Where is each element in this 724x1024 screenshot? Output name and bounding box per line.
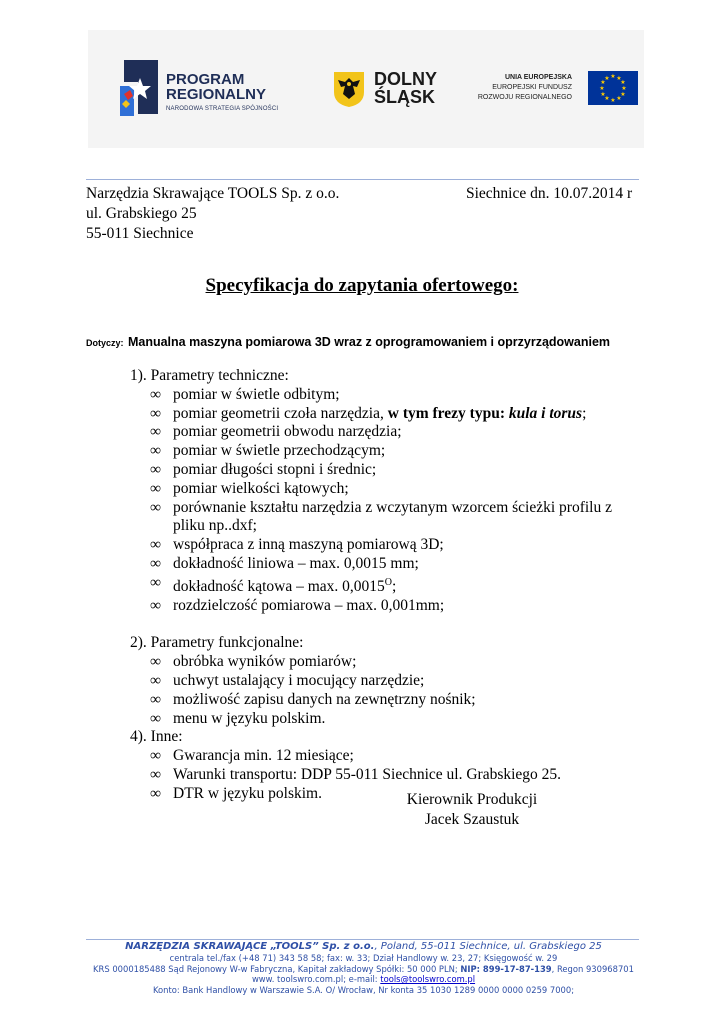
infinity-bullet-icon: ∞ (150, 690, 162, 708)
concerns-line (86, 333, 610, 351)
section-technical-heading: 1). Parametry techniczne: (130, 367, 289, 384)
svg-text:★: ★ (621, 85, 627, 92)
infinity-bullet-icon: ∞ (150, 573, 162, 591)
functional-list (130, 653, 643, 728)
sender-city: 55-011 Siechnice (86, 225, 194, 242)
program-regionalny-logo (118, 56, 288, 120)
infinity-bullet-icon: ∞ (150, 404, 162, 422)
list-item: ∞ pomiar w świetle odbitym; (150, 385, 340, 403)
svg-text:★: ★ (610, 73, 616, 80)
dolny-slask-logo (332, 70, 452, 110)
eu-line3: ROZWOJU REGIONALNEGO (477, 94, 572, 101)
date-line: Siechnice dn. 10.07.2014 r (466, 185, 633, 202)
footer-www: www. toolswro.com.pl; e-mail: (251, 974, 381, 985)
other-list (130, 747, 643, 803)
sender-street: ul. Grabskiego 25 (86, 205, 197, 222)
dolny-slask-line1: DOLNY (374, 69, 437, 89)
program-regionalny-emblem (118, 56, 162, 120)
eu-logo-text (478, 73, 572, 103)
svg-text:★: ★ (616, 95, 622, 102)
footer-company: NARZĘDZIA SKRAWAJĄCE „TOOLS” Sp. z o.o. (125, 941, 375, 952)
svg-text:★: ★ (599, 85, 605, 92)
svg-text:★: ★ (616, 75, 622, 82)
infinity-bullet-icon: ∞ (150, 671, 162, 689)
program-logo-line1: PROGRAM (166, 71, 245, 88)
document-title-text: Specyfikacja do zapytania ofertowego (205, 275, 513, 296)
header-divider (86, 179, 639, 180)
infinity-bullet-icon: ∞ (150, 554, 162, 572)
svg-text:★: ★ (620, 91, 626, 98)
infinity-bullet-icon: ∞ (150, 747, 162, 765)
technical-list (130, 386, 643, 616)
list-item: ∞ DTR w języku polskim. (150, 784, 322, 802)
document-title (0, 275, 724, 297)
list-item: ∞ współpraca z inną maszyną pomiarową 3D; (150, 536, 444, 554)
specification-content (130, 367, 643, 803)
eu-flag-icon (588, 71, 638, 105)
list-item: ∞ pomiar długości stopni i średnic; (150, 460, 377, 478)
svg-text:★: ★ (600, 91, 606, 98)
footer-nip: NIP: 899-17-87-139 (460, 963, 552, 974)
footer-address: , Poland, 55-011 Siechnice, ul. Grabskiego 25 (374, 941, 602, 952)
sender-block (86, 184, 339, 244)
list-item: ∞ pomiar geometrii czoła narzędzia, w tym frezy typu: kula i torus; (150, 404, 587, 422)
list-item: ∞ dokładność liniowa – max. 0,0015 mm; (150, 554, 419, 572)
infinity-bullet-icon: ∞ (150, 784, 162, 802)
infinity-bullet-icon: ∞ (150, 765, 162, 783)
footer-regon: , Regon 930968701 (551, 963, 634, 974)
kula-torus-bold-italic: kula i torus (508, 404, 583, 422)
infinity-bullet-icon: ∞ (150, 536, 162, 554)
footer-company-line (86, 941, 641, 953)
degree-superscript: O (384, 576, 393, 588)
svg-text:★: ★ (600, 79, 606, 86)
infinity-bullet-icon: ∞ (150, 498, 162, 516)
program-logo-line3: NARODOWA STRATEGIA SPÓJNOŚCI (166, 106, 279, 112)
infinity-bullet-icon: ∞ (150, 442, 162, 460)
footer-bank: Konto: Bank Handlowy w Warszawie S.A. O/ Wrocław, Nr konta 35 1030 1289 0000 0000 0259 7000; (152, 984, 575, 995)
concerns-label: Dotyczy: (86, 338, 124, 348)
footer-divider (86, 939, 639, 940)
signature-block (402, 790, 542, 830)
list-item: ∞ Gwarancja min. 12 miesiące; (150, 747, 354, 765)
program-logo-line2: REGIONALNY (166, 86, 267, 103)
svg-text:★: ★ (620, 79, 626, 86)
svg-text:★: ★ (604, 95, 610, 102)
infinity-bullet-icon: ∞ (150, 460, 162, 478)
svg-text:★: ★ (610, 97, 616, 104)
footer-web-line (86, 974, 641, 985)
eu-line2: EUROPEJSKI FUNDUSZ (492, 84, 572, 91)
list-item: ∞ uchwyt ustalający i mocujący narzędzie; (150, 671, 425, 689)
list-item: ∞ menu w języku polskim. (150, 709, 326, 727)
frezy-bold: w tym frezy typu: (387, 404, 509, 422)
infinity-bullet-icon: ∞ (150, 653, 162, 671)
document-title-colon: : (512, 275, 519, 296)
footer-krs: KRS 0000185488 Sąd Rejonowy W-w Fabryczna, Kapitał zakładowy Spółki: 50 000 PLN; (93, 963, 461, 974)
section-functional-heading: 2). Parametry funkcjonalne: (130, 634, 304, 652)
eu-line1: UNIA EUROPEJSKA (504, 74, 572, 81)
list-item: ∞ pomiar wielkości kątowych; (150, 479, 349, 497)
infinity-bullet-icon: ∞ (150, 709, 162, 727)
infinity-bullet-icon: ∞ (150, 479, 162, 497)
list-item: ∞ dokładność kątowa – max. $0,0015^O$; (150, 573, 397, 595)
concerns-value: Manualna maszyna pomiarowa 3D wraz z oprogramowaniem i oprzyrządowaniem (127, 335, 611, 349)
list-item: ∞ możliwość zapisu danych na zewnętrzny nośnik; (150, 690, 476, 708)
list-item: ∞ pomiar geometrii obwodu narzędzia; (150, 423, 402, 441)
sender-company: Narzędzia Skrawające TOOLS Sp. z o.o. (86, 185, 340, 202)
eu-logo (477, 70, 642, 110)
section-gap (130, 616, 643, 635)
list-item: ∞ porównanie kształtu narzędzia z wczytanym wzorcem ścieżki profilu z pliku np..dxf; (150, 498, 612, 535)
logo-banner (88, 30, 644, 148)
infinity-bullet-icon: ∞ (150, 385, 162, 403)
signature-role: Kierownik Produkcji (406, 791, 538, 808)
infinity-bullet-icon: ∞ (150, 423, 162, 441)
list-item: ∞ obróbka wyników pomiarów; (150, 653, 357, 671)
footer-email-link[interactable]: tools@toolswro.com.pl (380, 974, 476, 985)
dolny-slask-line2: ŚLĄSK (374, 87, 436, 107)
footer (86, 941, 641, 995)
svg-text:★: ★ (604, 75, 610, 82)
list-item: ∞ Warunki transportu: DDP 55-011 Siechnice ul. Grabskiego 25. (150, 765, 562, 783)
list-item: ∞ pomiar w świetle przechodzącym; (150, 442, 386, 460)
footer-phones: centrala tel./fax (+48 71) 343 58 58; fax: w. 33; Dział Handlowy w. 23, 27; Księgowość w. 29 (169, 953, 558, 963)
footer-registry-line (86, 964, 641, 975)
signature-name: Jacek Szaustuk (424, 811, 520, 828)
eagle-shield-icon (332, 70, 366, 108)
section-other-heading: 4). Inne: (130, 728, 183, 746)
list-item: ∞ rozdzielczość pomiarowa – max. 0,001mm; (150, 596, 445, 614)
infinity-bullet-icon: ∞ (150, 596, 162, 614)
